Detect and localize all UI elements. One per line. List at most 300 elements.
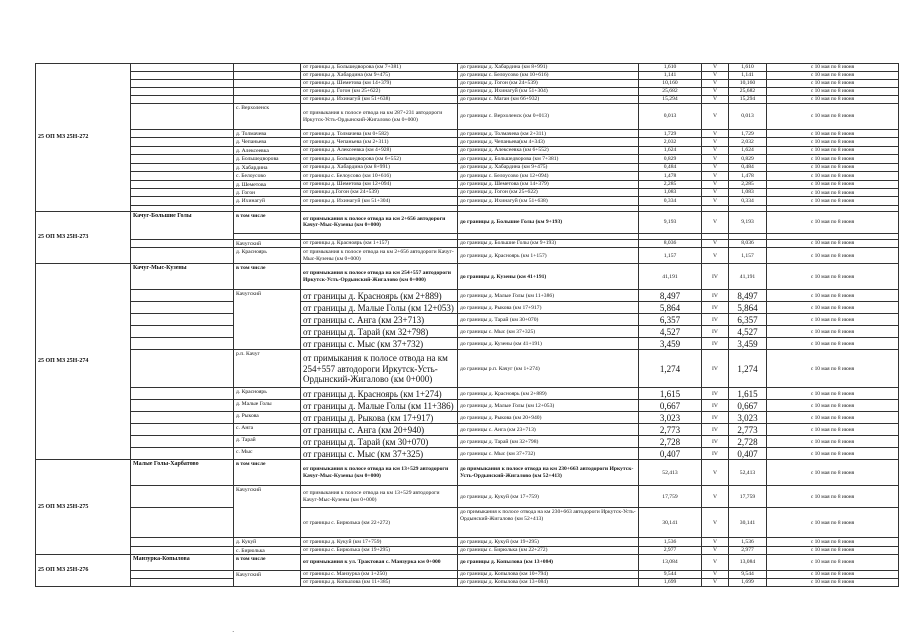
road-code-cell: 25 ОП МЗ 25Н-275 — [36, 460, 131, 555]
segment-to-cell: до границы д. Красноярь (км 2+889) — [458, 388, 639, 400]
segment-from-cell: от примыкания к полосе отвода на км 254+557 автодороги Иркутск-Усть-Ордынский-Жигалово (км 0+000) — [301, 264, 458, 290]
table-row — [36, 571, 899, 579]
length-cell: 30,141 — [639, 508, 702, 538]
length-cell: 0,667 — [639, 400, 702, 412]
road-name-cell — [131, 290, 234, 302]
road-name-cell — [131, 130, 234, 138]
restricted-length-cell: 8,036 — [729, 239, 767, 247]
period-cell: с 10 мая по 8 июня — [767, 571, 899, 579]
category-cell: IV — [702, 302, 729, 314]
period-cell: с 10 мая по 8 июня — [767, 146, 899, 154]
settlement-cell: Качугский — [234, 486, 301, 538]
length-cell: 2,977 — [639, 546, 702, 554]
restricted-length-cell: 17,759 — [729, 486, 767, 508]
period-cell: с 10 мая по 8 июня — [767, 546, 899, 554]
period-cell: с 10 мая по 8 июня — [767, 436, 899, 448]
category-cell: V — [702, 555, 729, 571]
segment-from-cell: от границы д. Шеметова (км 12+094) — [301, 180, 458, 188]
settlement-cell: с. Бирюлька — [234, 546, 301, 554]
category-cell: IV — [702, 436, 729, 448]
restricted-length-cell: 52,413 — [729, 460, 767, 486]
category-cell: V — [702, 138, 729, 146]
category-cell: IV — [702, 338, 729, 350]
length-cell: 13,084 — [639, 555, 702, 571]
category-cell: V — [702, 130, 729, 138]
category-cell: V — [702, 172, 729, 180]
road-name-cell — [131, 546, 234, 554]
category-cell: V — [702, 80, 729, 88]
length-cell: 9,544 — [639, 571, 702, 579]
category-cell: IV — [702, 290, 729, 302]
category-cell: V — [702, 571, 729, 579]
period-cell: с 10 мая по 8 июня — [767, 350, 899, 388]
segment-to-cell: до границы д. Гогон (км 24+539) — [458, 80, 639, 88]
segment-to-cell: до границы д. Чепаньева(км 4+343) — [458, 138, 639, 146]
segment-to-cell: до границы д. Большие Голы (км 9+193) — [458, 211, 639, 233]
table-row — [36, 188, 899, 196]
settlement-cell: д. Шеметова — [234, 180, 301, 188]
restricted-length-cell: 6,357 — [729, 314, 767, 326]
segment-to-cell: до границы д. Тарай (км 32+798) — [458, 436, 639, 448]
segment-to-cell: до границы с. Мыс (км 37+325) — [458, 326, 639, 338]
settlement-cell: д. Кукуй — [234, 538, 301, 546]
restricted-length-cell: 2,032 — [729, 138, 767, 146]
restricted-length-cell: 4,527 — [729, 326, 767, 338]
road-name-cell — [131, 163, 234, 171]
restricted-length-cell: 1,699 — [729, 579, 767, 587]
length-cell: 1,610 — [639, 64, 702, 72]
road-name-cell — [131, 172, 234, 180]
road-name-cell — [131, 138, 234, 146]
length-cell: 10,160 — [639, 80, 702, 88]
length-cell: 17,759 — [639, 486, 702, 508]
road-name-cell — [131, 571, 234, 579]
segment-from-cell: от границы д. Ихинагуй (км 51+638) — [301, 96, 458, 104]
restricted-length-cell: 0,334 — [729, 197, 767, 205]
road-name-cell — [131, 302, 234, 314]
period-cell: с 10 мая по 8 июня — [767, 239, 899, 247]
table-row — [36, 104, 899, 130]
segment-to-cell: до границы д. Малые Голы (км 11+386) — [458, 290, 639, 302]
road-name-cell — [131, 350, 234, 388]
restricted-length-cell: 1,083 — [729, 188, 767, 196]
length-cell: 1,141 — [639, 72, 702, 80]
settlement-cell: в том числе — [234, 460, 301, 486]
road-name-cell — [131, 180, 234, 188]
category-cell: IV — [702, 424, 729, 436]
road-name-cell — [131, 146, 234, 154]
length-cell: 25,682 — [639, 88, 702, 96]
segment-to-cell: до границы с. Маган (км 66+932) — [458, 96, 639, 104]
restricted-length-cell: 1,729 — [729, 130, 767, 138]
period-cell: с 10 мая по 8 июня — [767, 579, 899, 587]
length-cell: 1,624 — [639, 146, 702, 154]
period-cell: с 10 мая по 8 июня — [767, 88, 899, 96]
length-cell: 1,478 — [639, 172, 702, 180]
category-cell: V — [702, 486, 729, 508]
segment-from-cell: от границы д. Хабардина (км 9+475) — [301, 72, 458, 80]
restricted-length-cell: 30,141 — [729, 508, 767, 538]
category-cell: IV — [702, 412, 729, 424]
road-name-cell — [131, 104, 234, 130]
segment-to-cell: до границы д. Большие Голы (км 9+193) — [458, 239, 639, 247]
segment-to-cell: до границы д. Тарай (км 30+070) — [458, 314, 639, 326]
segment-to-cell: до границы д. Копылова (км 13+084) — [458, 579, 639, 587]
table-row — [36, 96, 899, 104]
segment-to-cell: до границы д. Ихинагуй (км 51+638) — [458, 197, 639, 205]
table-row — [36, 314, 899, 326]
period-cell: с 10 мая по 8 июня — [767, 188, 899, 196]
segment-to-cell: до границы д. Рыкова (км 17+917) — [458, 302, 639, 314]
settlement-cell: Качугский — [234, 290, 301, 350]
restricted-length-cell: 5,864 — [729, 302, 767, 314]
settlement-cell: в том числе — [234, 211, 301, 233]
settlement-cell: с. Мыс — [234, 448, 301, 460]
restricted-length-cell: 2,977 — [729, 546, 767, 554]
category-cell: V — [702, 188, 729, 196]
segment-to-cell: до границы д. Большедворова (км 7+381) — [458, 155, 639, 163]
road-name-cell: Качуг-Мыс-Кузены — [131, 264, 234, 290]
segment-to-cell: до границы д. Кукуй (км 17+759) — [458, 486, 639, 508]
period-cell: с 10 мая по 8 июня — [767, 486, 899, 508]
category-cell: V — [702, 96, 729, 104]
segment-to-cell: до границы д. Кузены (км 41+191) — [458, 264, 639, 290]
road-name-cell: Малые Голы-Харбатово — [131, 460, 234, 486]
period-cell: с 10 мая по 8 июня — [767, 508, 899, 538]
length-cell: 2,032 — [639, 138, 702, 146]
length-cell: 52,413 — [639, 460, 702, 486]
segment-from-cell: от границы д. Тарай (км 30+070) — [301, 436, 458, 448]
segment-from-cell: от границы д. Малые Голы (км 12+053) — [301, 302, 458, 314]
table-row — [36, 72, 899, 80]
settlement-cell: р.п. Качуг — [234, 350, 301, 388]
segment-to-cell: до границы д. Кузены (км 41+191) — [458, 338, 639, 350]
settlement-cell: д. Красноярь — [234, 388, 301, 400]
length-cell: 15,294 — [639, 96, 702, 104]
segment-to-cell: до границы д. Шеметова (км 14+379) — [458, 180, 639, 188]
period-cell: с 10 мая по 8 июня — [767, 555, 899, 571]
settlement-cell: д. Малые Голы — [234, 400, 301, 412]
table-row — [36, 130, 899, 138]
category-cell: V — [702, 155, 729, 163]
period-cell: с 10 мая по 8 июня — [767, 80, 899, 88]
segment-to-cell: до границы д. Красноярь (км 1+157) — [458, 248, 639, 264]
segment-to-cell: до границы р.п. Качуг (км 1+274) — [458, 350, 639, 388]
length-cell: 6,357 — [639, 314, 702, 326]
length-cell: 2,285 — [639, 180, 702, 188]
period-cell: с 10 мая по 8 июня — [767, 326, 899, 338]
table-row — [36, 302, 899, 314]
period-cell: с 10 мая по 8 июня — [767, 388, 899, 400]
road-name-cell: Качуг-Большие Голы — [131, 211, 234, 239]
segment-from-cell: от примыкания к полосе отвода на км 254+557 автодороги Иркутск-Усть-Ордынский-Жигалово (км 0+000) — [301, 350, 458, 388]
segment-from-cell: от границы д. Красноярь (км 1+157) — [301, 239, 458, 247]
segment-to-cell: до границы с. Анга (км 23+713) — [458, 424, 639, 436]
period-cell: с 10 мая по 8 июня — [767, 172, 899, 180]
category-cell: V — [702, 146, 729, 154]
category-cell: V — [702, 88, 729, 96]
segment-to-cell: до границы с. Белоусово (км 10+616) — [458, 72, 639, 80]
road-name-cell — [131, 436, 234, 448]
restricted-length-cell: 2,285 — [729, 180, 767, 188]
segment-from-cell: от границы д. Алексеевка (км 4+928) — [301, 146, 458, 154]
period-cell: с 10 мая по 8 июня — [767, 302, 899, 314]
segment-from-cell: от границы д. Большедворова (км 6+552) — [301, 155, 458, 163]
segment-to-cell: до границы д. Хабардина (км 8+991) — [458, 64, 639, 72]
segment-from-cell: от границы д.Гогон (км 24+539) — [301, 188, 458, 196]
segment-from-cell: от границы д. Красноярь (км 2+889) — [301, 290, 458, 302]
segment-from-cell: от границы д. Малые Голы (км 11+386) — [301, 400, 458, 412]
road-code-cell: 25 ОП МЗ 25Н-273 — [36, 211, 131, 263]
category-cell: IV — [702, 314, 729, 326]
segment-to-cell: до границы д. Гогон (км 25+622) — [458, 188, 639, 196]
segment-from-cell: от границы д. Копылова (км 11+385) — [301, 579, 458, 587]
category-cell: V — [702, 460, 729, 486]
restricted-length-cell: 8,497 — [729, 290, 767, 302]
road-code-cell: 25 ОП МЗ 25Н-272 — [36, 64, 131, 212]
table-row — [36, 290, 899, 302]
restricted-length-cell: 9,544 — [729, 571, 767, 579]
table-row — [36, 197, 899, 205]
category-cell: V — [702, 180, 729, 188]
length-cell: 1,274 — [639, 350, 702, 388]
length-cell: 1,157 — [639, 248, 702, 264]
road-name-cell — [131, 424, 234, 436]
segment-from-cell: от границы д. Хабардина (км 8+991) — [301, 163, 458, 171]
settlement-cell: д. Хабардина — [234, 163, 301, 171]
category-cell: IV — [702, 388, 729, 400]
segment-from-cell: от границы д. Красноярь (км 1+274) — [301, 388, 458, 400]
segment-from-cell: от границы д. Рыкова (км 17+917) — [301, 412, 458, 424]
category-cell: V — [702, 546, 729, 554]
segment-from-cell: от границы д. Толмачева (км 0+582) — [301, 130, 458, 138]
settlement-cell: д. Большедворова — [234, 155, 301, 163]
road-restriction-table — [35, 63, 899, 587]
road-name-cell — [131, 448, 234, 460]
table-row — [36, 264, 899, 290]
category-cell: V — [702, 211, 729, 233]
length-cell: 3,459 — [639, 338, 702, 350]
category-cell: V — [702, 72, 729, 80]
segment-from-cell: от границы с. Мыс (км 37+325) — [301, 448, 458, 460]
table-row — [36, 460, 899, 486]
restricted-length-cell: 13,084 — [729, 555, 767, 571]
table-row — [36, 155, 899, 163]
table-row — [36, 388, 899, 400]
table-row — [36, 146, 899, 154]
table-row — [36, 239, 899, 247]
table-row — [36, 546, 899, 554]
table-row — [36, 211, 899, 233]
segment-from-cell: от примыкания к полосе отвода на км 2+656 автодороги Качуг-Мыс-Кузены (км 0+000) — [301, 248, 458, 264]
table-row — [36, 579, 899, 587]
segment-from-cell: от границы с. Анга (км 20+940) — [301, 424, 458, 436]
settlement-cell: Качугский — [234, 571, 301, 587]
length-cell: 1,536 — [639, 538, 702, 546]
road-name-cell — [131, 64, 234, 72]
period-cell: с 10 мая по 8 июня — [767, 72, 899, 80]
restricted-length-cell: 3,023 — [729, 412, 767, 424]
segment-to-cell: до примыкания к полосе отвода на км 230+663 автодороги Иркутск-Усть-Ордынский-Жигалово (км 52+413) — [458, 460, 639, 486]
restricted-length-cell: 15,294 — [729, 96, 767, 104]
settlement-cell: в том числе — [234, 264, 301, 290]
period-cell: с 10 мая по 8 июня — [767, 424, 899, 436]
category-cell: V — [702, 239, 729, 247]
road-name-cell — [131, 72, 234, 80]
table-row — [36, 538, 899, 546]
length-cell: 0,829 — [639, 155, 702, 163]
road-name-cell — [131, 96, 234, 104]
road-name-cell — [131, 88, 234, 96]
settlement-cell: д. Ихинагуй — [234, 197, 301, 205]
length-cell: 3,023 — [639, 412, 702, 424]
segment-to-cell: до границы д. Рыкова (км 20+940) — [458, 412, 639, 424]
category-cell: V — [702, 579, 729, 587]
table-row — [36, 486, 899, 508]
settlement-cell: д. Рыкова — [234, 412, 301, 424]
table-row — [36, 248, 899, 264]
length-cell: 41,191 — [639, 264, 702, 290]
road-name-cell — [131, 400, 234, 412]
period-cell: с 10 мая по 8 июня — [767, 314, 899, 326]
road-name-cell — [131, 248, 234, 264]
settlement-cell: д. Толмачева — [234, 130, 301, 138]
table-row — [36, 400, 899, 412]
period-cell: с 10 мая по 8 июня — [767, 104, 899, 130]
period-cell: с 10 мая по 8 июня — [767, 163, 899, 171]
table-row — [36, 424, 899, 436]
road-name-cell — [131, 412, 234, 424]
category-cell: V — [702, 197, 729, 205]
table-row — [36, 88, 899, 96]
period-cell: с 10 мая по 8 июня — [767, 155, 899, 163]
settlement-cell: д. Алексеевка — [234, 146, 301, 154]
road-name-cell — [131, 579, 234, 587]
length-cell: 0,407 — [639, 448, 702, 460]
length-cell: 8,036 — [639, 239, 702, 247]
road-name-cell — [131, 508, 234, 538]
segment-to-cell: до примыкания к полосе отвода на км 230+663 автодороги Иркутск-Усть-Ордынский-Жигалово (км 52+413) — [458, 508, 639, 538]
road-name-cell — [131, 197, 234, 205]
length-cell: 4,527 — [639, 326, 702, 338]
settlement-cell — [234, 64, 301, 72]
segment-from-cell: от границы д. Большедворова (км 7+381) — [301, 64, 458, 72]
table-row — [36, 338, 899, 350]
period-cell: с 10 мая по 8 июня — [767, 538, 899, 546]
restricted-length-cell: 2,728 — [729, 436, 767, 448]
category-cell: V — [702, 508, 729, 538]
table-row — [36, 180, 899, 188]
period-cell: с 10 мая по 8 июня — [767, 460, 899, 486]
segment-from-cell: от границы д. Гогон (км 25+622) — [301, 88, 458, 96]
table-row — [36, 436, 899, 448]
restricted-length-cell: 1,615 — [729, 388, 767, 400]
road-name-cell — [131, 80, 234, 88]
period-cell: с 10 мая по 8 июня — [767, 290, 899, 302]
category-cell: IV — [702, 400, 729, 412]
road-code-cell: 25 ОП МЗ 25Н-276 — [36, 555, 131, 587]
segment-from-cell: от примыкания к полосе отвода на км 2+656 автодороги Качуг-Мыс-Кузены (км 0+000) — [301, 211, 458, 233]
settlement-cell: с. Анга — [234, 424, 301, 436]
settlement-cell: д. Гогон — [234, 188, 301, 196]
category-cell: V — [702, 248, 729, 264]
table-row — [36, 138, 899, 146]
period-cell: с 10 мая по 8 июня — [767, 197, 899, 205]
table-row — [36, 64, 899, 72]
segment-from-cell: от границы д. Тарай (км 32+798) — [301, 326, 458, 338]
segment-from-cell: от границы с. Мыс (км 37+732) — [301, 338, 458, 350]
road-name-cell — [131, 326, 234, 338]
period-cell: с 10 мая по 8 июня — [767, 138, 899, 146]
segment-from-cell: от примыкания к полосе отвода на км 287+231 автодороги Иркутск-Усть-Ордынский-Жигалово (км 0+000) — [301, 104, 458, 130]
segment-to-cell: до границы с. Верхоленск (км 0+013) — [458, 104, 639, 130]
table-row — [36, 350, 899, 388]
road-name-cell — [131, 239, 234, 247]
restricted-length-cell: 1,157 — [729, 248, 767, 264]
segment-from-cell: от примыкания к ул. Трактовая с. Манзурка км 0+000 — [301, 555, 458, 571]
segment-from-cell: от примыкания к полосе отвода на км 13+529 автодороги Качуг-Мыс-Кузены (км 0+000) — [301, 460, 458, 486]
settlement-cell — [234, 96, 301, 104]
period-cell: с 10 мая по 8 июня — [767, 248, 899, 264]
segment-from-cell: от границы с. Белоусово (км 10+616) — [301, 172, 458, 180]
period-cell: с 10 мая по 8 июня — [767, 264, 899, 290]
road-name-cell — [131, 155, 234, 163]
restricted-length-cell: 25,682 — [729, 88, 767, 96]
category-cell: IV — [702, 448, 729, 460]
period-cell: с 10 мая по 8 июня — [767, 211, 899, 233]
restricted-length-cell: 1,536 — [729, 538, 767, 546]
table-row — [36, 448, 899, 460]
length-cell: 0,334 — [639, 197, 702, 205]
restricted-length-cell: 0,407 — [729, 448, 767, 460]
settlement-cell — [234, 72, 301, 80]
period-cell: с 10 мая по 8 июня — [767, 338, 899, 350]
road-name-cell — [131, 188, 234, 196]
category-cell: V — [702, 104, 729, 130]
restricted-length-cell: 9,193 — [729, 211, 767, 233]
length-cell: 1,729 — [639, 130, 702, 138]
road-code-cell: 25 ОП МЗ 25Н-274 — [36, 264, 131, 460]
road-name-cell — [131, 314, 234, 326]
category-cell: IV — [702, 264, 729, 290]
restricted-length-cell: 0,013 — [729, 104, 767, 130]
segment-to-cell: до границы д. Ихинагуй (км 51+304) — [458, 88, 639, 96]
settlement-cell: в том числе — [234, 555, 301, 571]
segment-to-cell: до границы д. Толмачева (км 2+311) — [458, 130, 639, 138]
restricted-length-cell: 41,191 — [729, 264, 767, 290]
length-cell: 8,497 — [639, 290, 702, 302]
length-cell: 5,864 — [639, 302, 702, 314]
category-cell: IV — [702, 326, 729, 338]
restricted-length-cell: 0,829 — [729, 155, 767, 163]
table-row — [36, 412, 899, 424]
table-row — [36, 163, 899, 171]
length-cell: 9,193 — [639, 211, 702, 233]
restricted-length-cell: 0,484 — [729, 163, 767, 171]
length-cell: 0,013 — [639, 104, 702, 130]
segment-to-cell: до границы д. Малые Голы (км 12+053) — [458, 400, 639, 412]
category-cell: IV — [702, 350, 729, 388]
restricted-length-cell: 2,773 — [729, 424, 767, 436]
segment-from-cell: от границы д. Ихинагуй (км 51+304) — [301, 197, 458, 205]
segment-from-cell: от границы с. Анга (км 23+713) — [301, 314, 458, 326]
table-row — [36, 326, 899, 338]
settlement-cell: с. Верхоленск — [234, 104, 301, 130]
road-name-cell: Манзурка-Копылова — [131, 555, 234, 571]
category-cell: V — [702, 538, 729, 546]
table-row — [36, 508, 899, 538]
length-cell: 2,773 — [639, 424, 702, 436]
